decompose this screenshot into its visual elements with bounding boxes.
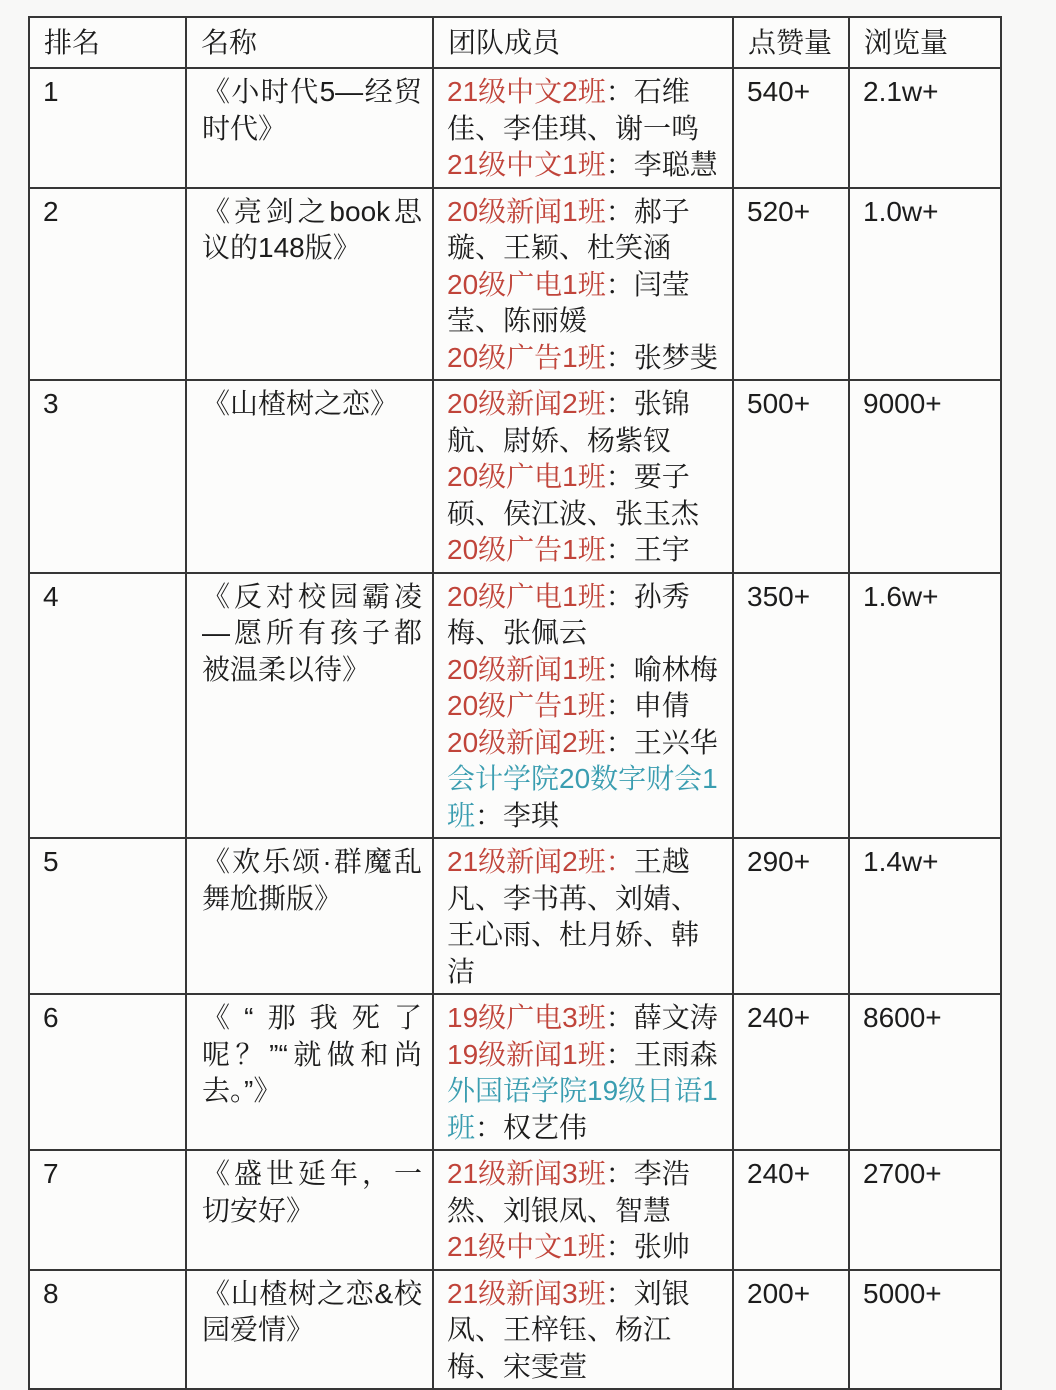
likes-cell: 200+ <box>733 1270 849 1390</box>
team-member-names: ：李聪慧 <box>605 149 718 180</box>
table-row <box>29 380 1001 573</box>
team-entry <box>447 761 724 834</box>
rank-cell: 5 <box>29 838 186 994</box>
team-class-label: 21级新闻3班 <box>447 1277 606 1309</box>
team-member-names: 王越凡、李书苒、刘婧、王心雨、杜月娇、韩洁 <box>447 846 700 987</box>
ranking-table <box>28 16 1002 1390</box>
team-class-label: 外国语学院19级日语1班 <box>447 1075 718 1143</box>
team-class-label: 20级新闻2班 <box>447 726 606 758</box>
team-class-label: 20级新闻1班 <box>447 653 606 685</box>
team-entry <box>447 532 724 569</box>
team-entry <box>447 194 724 267</box>
team-entry <box>447 844 724 990</box>
team-member-names: ：要子硕、侯江波、张玉杰 <box>447 461 700 529</box>
team-class-label: 20级广电1班 <box>447 580 606 612</box>
column-header-views: 浏览量 <box>849 17 1001 68</box>
team-cell <box>433 994 733 1150</box>
team-cell <box>433 68 733 188</box>
team-member-names: ：郝子璇、王颖、杜笑涵 <box>447 195 690 263</box>
team-class-label: 21级新闻2班： <box>447 846 634 877</box>
views-cell: 2700+ <box>849 1150 1001 1270</box>
team-entry <box>447 340 724 377</box>
team-cell <box>433 1270 733 1390</box>
table-header <box>29 17 1001 68</box>
team-cell <box>433 573 733 839</box>
likes-cell: 540+ <box>733 68 849 188</box>
table-body <box>29 68 1001 1389</box>
team-member-names: ：张帅 <box>605 1231 690 1262</box>
table-row <box>29 994 1001 1150</box>
team-class-label: 20级广告1班 <box>447 534 606 565</box>
team-entry <box>447 386 724 459</box>
team-member-names: ：张锦航、尉娇、杨紫钗 <box>447 388 690 456</box>
likes-cell: 520+ <box>733 188 849 381</box>
team-class-label: 20级新闻2班 <box>447 388 606 419</box>
team-class-label: 19级广电3班 <box>447 1002 606 1033</box>
team-entry <box>447 459 724 532</box>
likes-cell: 500+ <box>733 380 849 573</box>
column-header-team: 团队成员 <box>433 17 733 68</box>
views-cell: 1.4w+ <box>849 838 1001 994</box>
header-row <box>29 17 1001 68</box>
team-class-label: 20级广电1班 <box>447 461 606 492</box>
team-member-names: ：王雨森 <box>605 1038 718 1070</box>
team-cell <box>433 1150 733 1270</box>
views-cell: 2.1w+ <box>849 68 1001 188</box>
rank-cell: 2 <box>29 188 186 381</box>
name-cell: 《反对校园霸凌—愿所有孩子都被温柔以待》 <box>186 573 433 839</box>
team-class-label: 21级中文1班 <box>447 1231 606 1262</box>
column-header-likes: 点赞量 <box>733 17 849 68</box>
team-class-label: 会计学院20数字财会1班 <box>447 763 718 831</box>
team-entry <box>447 1276 724 1386</box>
views-cell: 1.6w+ <box>849 573 1001 839</box>
team-entry <box>447 267 724 340</box>
team-member-names: ：申倩 <box>605 690 690 721</box>
team-class-label: 21级新闻3班 <box>447 1158 606 1189</box>
name-cell: 《小时代5—经贸时代》 <box>186 68 433 188</box>
team-cell <box>433 380 733 573</box>
team-member-names: ：孙秀梅、张佩云 <box>447 580 690 648</box>
team-member-names: ：李琪 <box>475 799 560 831</box>
team-member-names: ：薛文涛 <box>605 1002 718 1033</box>
name-cell: 《“那我死了呢？”“就做和尚去。”》 <box>186 994 433 1150</box>
team-entry <box>447 1073 724 1146</box>
team-member-names: ：张梦斐 <box>605 341 718 373</box>
likes-cell: 240+ <box>733 994 849 1150</box>
likes-cell: 290+ <box>733 838 849 994</box>
likes-cell: 350+ <box>733 573 849 839</box>
rank-cell: 8 <box>29 1270 186 1390</box>
ranking-table-container <box>28 16 1002 1390</box>
team-entry <box>447 579 724 652</box>
team-class-label: 20级广告1班 <box>447 341 606 373</box>
likes-cell: 240+ <box>733 1150 849 1270</box>
team-member-names: ：刘银凤、王梓钰、杨江梅、宋雯萱 <box>447 1277 690 1382</box>
team-member-names: ：石维佳、李佳琪、谢一鸣 <box>447 76 700 144</box>
team-entry <box>447 1037 724 1074</box>
table-row <box>29 1270 1001 1390</box>
team-entry <box>447 1156 724 1229</box>
views-cell: 5000+ <box>849 1270 1001 1390</box>
team-entry <box>447 652 724 689</box>
team-class-label: 20级新闻1班 <box>447 195 606 227</box>
team-member-names: ：李浩然、刘银凤、智慧 <box>447 1158 690 1226</box>
name-cell: 《盛世延年，一切安好》 <box>186 1150 433 1270</box>
team-entry <box>447 1229 724 1266</box>
team-class-label: 20级广告1班 <box>447 690 606 721</box>
name-cell: 《山楂树之恋》 <box>186 380 433 573</box>
team-member-names: ：权艺伟 <box>475 1111 588 1143</box>
rank-cell: 4 <box>29 573 186 839</box>
team-member-names: ：喻林梅 <box>605 653 718 685</box>
team-entry <box>447 147 724 184</box>
table-row <box>29 68 1001 188</box>
team-cell <box>433 188 733 381</box>
views-cell: 8600+ <box>849 994 1001 1150</box>
team-entry <box>447 688 724 725</box>
name-cell: 《山楂树之恋&校园爱情》 <box>186 1270 433 1390</box>
views-cell: 1.0w+ <box>849 188 1001 381</box>
rank-cell: 6 <box>29 994 186 1150</box>
team-class-label: 20级广电1班 <box>447 268 606 300</box>
team-entry <box>447 1000 724 1037</box>
team-class-label: 21级中文2班 <box>447 76 606 107</box>
team-cell <box>433 838 733 994</box>
table-row <box>29 838 1001 994</box>
table-row <box>29 1150 1001 1270</box>
team-class-label: 19级新闻1班 <box>447 1038 606 1070</box>
table-row <box>29 573 1001 839</box>
name-cell: 《欢乐颂·群魔乱舞尬撕版》 <box>186 838 433 994</box>
table-row <box>29 188 1001 381</box>
team-member-names: ：王宇 <box>605 534 690 565</box>
team-class-label: 21级中文1班 <box>447 149 606 180</box>
views-cell: 9000+ <box>849 380 1001 573</box>
team-member-names: ：闫莹莹、陈丽媛 <box>447 268 690 336</box>
team-member-names: ：王兴华 <box>605 726 718 758</box>
team-entry <box>447 74 724 147</box>
team-entry <box>447 725 724 762</box>
column-header-rank: 排名 <box>29 17 186 68</box>
rank-cell: 1 <box>29 68 186 188</box>
rank-cell: 3 <box>29 380 186 573</box>
rank-cell: 7 <box>29 1150 186 1270</box>
column-header-name: 名称 <box>186 17 433 68</box>
name-cell: 《亮剑之book思议的148版》 <box>186 188 433 381</box>
